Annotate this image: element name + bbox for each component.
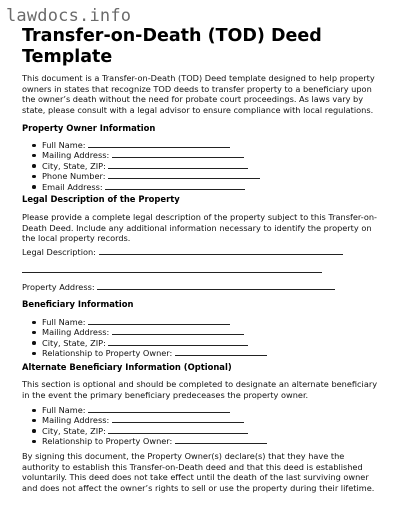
alternate-section-text: This section is optional and should be completed to designate an alternate beneficiary in the event the primary beneficiary predeceases the property owner. <box>22 379 378 400</box>
owner-email-address-field[interactable]: Email Address: <box>30 182 260 192</box>
intro-paragraph: This document is a Transfer-on-Death (TOD) Deed template designed to help property owners in states that recognize TOD deeds to transfer property to a beneficiary upon the owner’s death without the need for probate court proceedings. As laws vary by state, please consult with a legal advisor to ensure compliance with local regulations. <box>22 73 375 115</box>
document-title: Transfer-on-Death (TOD) Deed Template <box>22 26 322 67</box>
owner-phone-number-field[interactable]: Phone Number: <box>30 171 260 181</box>
beneficiary-mailing-address-field[interactable]: Mailing Address: <box>30 327 267 337</box>
legal-section-heading: Legal Description of the Property <box>22 194 180 204</box>
legal-section-text: Please provide a complete legal description of the property subject to this Transfer-on-Death Deed. Include any additional information necessary to identify the property on the local property records. <box>22 212 377 244</box>
alternate-mailing-address-field[interactable]: Mailing Address: <box>30 415 267 425</box>
closing-paragraph: By signing this document, the Property Owner(s) declare(s) that they have the authority to establish this Transfer-on-Death deed and that this deed is established voluntarily. This deed does not take effect until the death of the last surviving owner and does not affect the owner’s rights to sell or use the property during their lifetime. <box>22 451 375 493</box>
alternate-relationship-field[interactable]: Relationship to Property Owner: <box>30 436 267 446</box>
alternate-fields-list <box>30 405 267 447</box>
alternate-section-heading: Alternate Beneficiary Information (Optional) <box>22 362 232 372</box>
owner-city-state-zip-field[interactable]: City, State, ZIP: <box>30 161 260 171</box>
beneficiary-full-name-field[interactable]: Full Name: <box>30 317 267 327</box>
alternate-full-name-field[interactable]: Full Name: <box>30 405 267 415</box>
beneficiary-section-heading: Beneficiary Information <box>22 299 134 309</box>
beneficiary-city-state-zip-field[interactable]: City, State, ZIP: <box>30 338 267 348</box>
legal-description-continuation-line[interactable] <box>22 272 322 273</box>
owner-section-heading: Property Owner Information <box>22 123 156 133</box>
beneficiary-relationship-field[interactable]: Relationship to Property Owner: <box>30 348 267 358</box>
property-address-field[interactable]: Property Address: <box>22 282 335 292</box>
owner-mailing-address-field[interactable]: Mailing Address: <box>30 150 260 160</box>
beneficiary-fields-list <box>30 317 267 359</box>
owner-fields-list <box>30 140 260 192</box>
legal-description-field[interactable]: Legal Description: <box>22 247 343 257</box>
owner-full-name-field[interactable]: Full Name: <box>30 140 260 150</box>
site-watermark: lawdocs.info <box>6 6 132 26</box>
alternate-city-state-zip-field[interactable]: City, State, ZIP: <box>30 426 267 436</box>
